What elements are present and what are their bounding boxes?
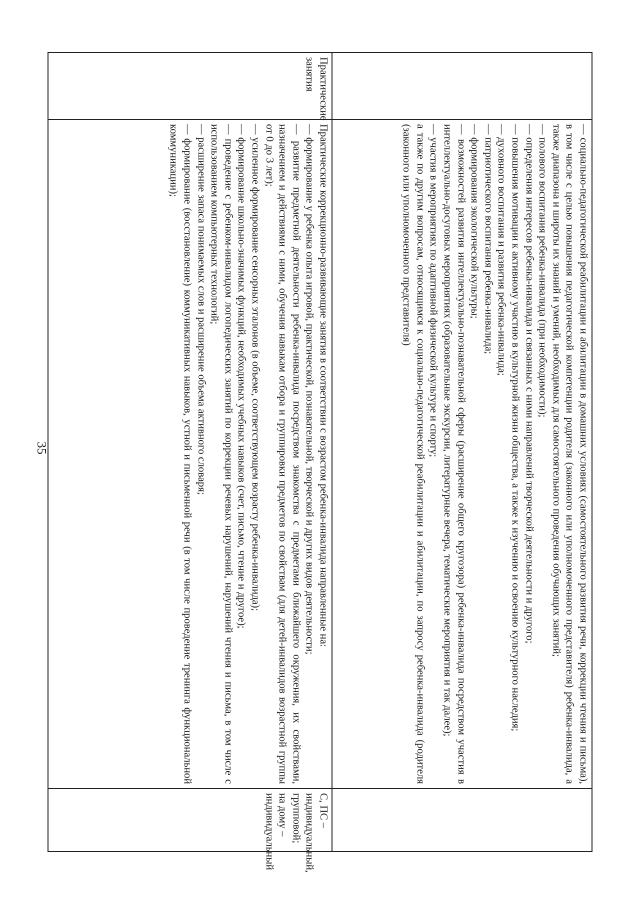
list-item: — проведение с ребенком-инвалидом логопедических занятий по коррекции речевых нарушений, нарушений чтения и письма, в том числе с использованием компьютерных технологий; [208, 124, 234, 784]
table-row [48, 53, 332, 852]
list-item: а также по другим вопросам, относящимся к социально-педагогической реабилитации и абилитации, по запросу ребенка-инвалида (родителя (законного или уполномоченного представителя) [400, 124, 426, 784]
list-item: — расширение запаса понимаемых слов и расширение объема активного словаря; [195, 124, 207, 495]
service-form-cell: С, ПС – индивидуальный, групповой; на дому – индивидуальный [48, 789, 332, 852]
services-table [48, 52, 593, 873]
list-item: — патриотического воспитания ребенка-инвалида; [482, 124, 494, 355]
list-item: — формирование у ребенка опыта игровой, практической, познавательной, творческой и других видов деятельности; [303, 124, 315, 655]
service-type-cell: Практические занятия [48, 53, 332, 120]
list-item: — развитие предметной деятельности ребенка-инвалида посредством знакомства с предметами ближайшего окружения, их свойствами, назначением и действиями с ними, обучения навыкам отбора и группировки предметов по свойствам (для детей-инвалидов возрастной группы от 0 до 3 лет); [263, 124, 302, 784]
list-item: — духовного воспитания и развития ребенка-инвалида; [495, 124, 507, 376]
list-item: — возможностей развития интеллектуально-познавательной сферы (расширение общего кругозора) ребенка-инвалида посредством участия в интеллектуально-досуговых мероприятиях (образовательные экскурсии, литературные вечера, тематические мероприятия и так далее); [441, 124, 467, 784]
service-form-cell [332, 789, 592, 852]
service-type-cell [332, 53, 592, 120]
list-item: — повышения мотивации к активному участию в культурной жизни общества, а также к изучению и освоению культурного наследия; [509, 124, 521, 732]
content-intro: Практические коррекционно-развивающие занятия в соответствии с возрастом ребенка-инвалида направленные на: [317, 124, 329, 647]
page-number: 35 [34, 441, 50, 455]
list-item: — формирование (восстановление) коммуникативных навыков, устной и письменной речи (в том числе проведение тренинга функциональной коммуникации); [167, 124, 193, 784]
list-item: — формирования экологической культуры; [468, 124, 480, 319]
list-item: — участия в мероприятиях по адаптивной физической культуре и спорту; [427, 124, 439, 458]
service-content-cell [48, 120, 332, 789]
table-row [332, 53, 592, 852]
list-item: — социально-педагогической реабилитации и абилитации в домашних условиях (самостоятельного развития речи, коррекции чтения и письма), в том числе с целью повышения педагогической компетенции родителя (законного или уполномоченного представителя) ребенка-инвалида, а также диапазона и широты их знаний и умений, необходимых для самостоятельного проведения обучающих занятий; [550, 124, 589, 784]
list-item: — формирование школьно-значимых функций, необходимых учебных навыков (счет, письмо, чтение и другое); [235, 124, 247, 629]
rotated-document-page [48, 52, 593, 873]
list-item: — полового воспитания ребенка-инвалида (при необходимости); [536, 124, 548, 418]
service-content-cell [332, 120, 592, 789]
list-item: — определения интересов ребенка-инвалида и связанных с ними направлений творческой деятельности и другого; [523, 124, 535, 644]
list-item: — усиленное формирование сенсорных эталонов (в объеме, соответствующем возрасту ребенка-инвалида); [249, 124, 261, 612]
